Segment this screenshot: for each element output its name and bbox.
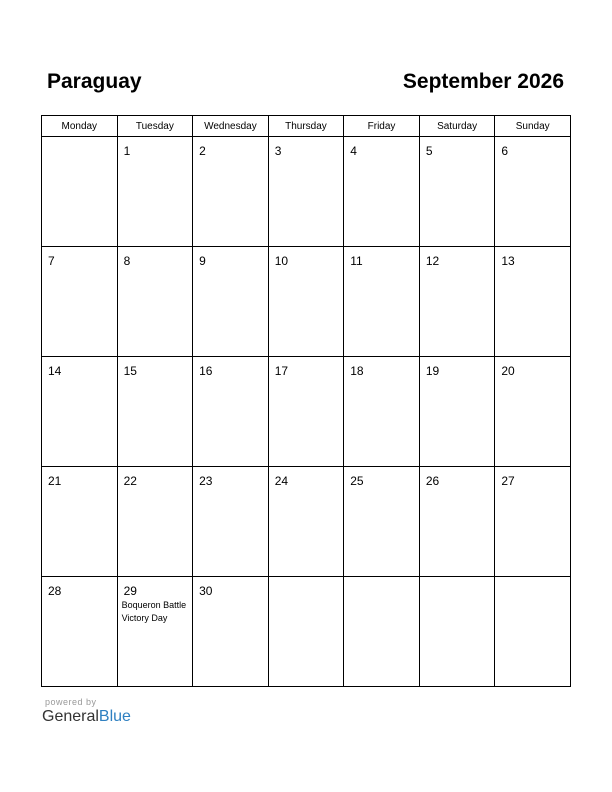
weekday-tuesday: Tuesday: [117, 116, 193, 137]
day-cell: [193, 577, 269, 687]
day-cell: [117, 247, 193, 357]
day-cell: [344, 467, 420, 577]
week-row-3: [42, 357, 571, 467]
day-number: 12: [425, 254, 440, 268]
day-number: 1: [123, 144, 131, 158]
day-cell: [117, 357, 193, 467]
day-cell: [42, 247, 118, 357]
day-cell: [193, 137, 269, 247]
day-number: 15: [123, 364, 137, 378]
day-cell: [42, 577, 118, 687]
day-number: 22: [123, 474, 137, 488]
calendar-grid: [41, 115, 571, 687]
day-number: 27: [501, 474, 515, 488]
day-cell: [42, 357, 118, 467]
weekday-thursday: Thursday: [268, 116, 344, 137]
day-number: 8: [123, 254, 131, 268]
day-number: 18: [350, 364, 364, 378]
weekday-sunday: Sunday: [495, 116, 571, 137]
day-cell: [117, 577, 193, 687]
day-number: 6: [501, 144, 509, 158]
day-cell: [495, 137, 571, 247]
day-number: 17: [274, 364, 289, 378]
country-title: Paraguay: [47, 70, 142, 93]
week-row-2: [42, 247, 571, 357]
day-cell: [344, 137, 420, 247]
day-cell: [268, 247, 344, 357]
day-number: 3: [274, 144, 282, 158]
day-cell: [193, 357, 269, 467]
day-cell: [193, 467, 269, 577]
day-cell: [268, 577, 344, 687]
day-number: 2: [199, 144, 206, 158]
weekday-saturday: Saturday: [419, 116, 495, 137]
day-cell: [495, 577, 571, 687]
day-number: 5: [425, 144, 433, 158]
day-number: 4: [350, 144, 357, 158]
day-number: 7: [48, 254, 55, 268]
day-number: 23: [199, 474, 213, 488]
powered-by-text: powered by: [45, 697, 97, 707]
weekday-friday: Friday: [344, 116, 420, 137]
day-number: 14: [48, 364, 62, 378]
day-number: 16: [199, 364, 213, 378]
day-number: 21: [48, 474, 62, 488]
day-number: 25: [350, 474, 364, 488]
day-cell: [419, 357, 495, 467]
day-cell: [42, 467, 118, 577]
day-cell: [344, 357, 420, 467]
weekday-header-row: [42, 116, 571, 137]
day-cell: [419, 467, 495, 577]
week-row-5: [42, 577, 571, 687]
day-cell: [268, 357, 344, 467]
brand-general: General: [42, 708, 99, 725]
day-cell: [117, 467, 193, 577]
day-cell: [268, 467, 344, 577]
day-number: 19: [425, 364, 440, 378]
holiday-label: Boqueron Battle Victory Day: [121, 600, 187, 623]
day-cell: [495, 247, 571, 357]
day-cell: [419, 137, 495, 247]
day-number: 30: [199, 584, 213, 598]
day-cell: [193, 247, 269, 357]
day-cell: [117, 137, 193, 247]
week-row-1: [42, 137, 571, 247]
day-number: 10: [274, 254, 289, 268]
week-row-4: [42, 467, 571, 577]
day-cell: [268, 137, 344, 247]
day-number: 28: [48, 584, 62, 598]
day-cell: [344, 247, 420, 357]
day-cell: [344, 577, 420, 687]
brand-blue: Blue: [98, 708, 131, 725]
day-number: 24: [274, 474, 289, 488]
day-number: 9: [199, 254, 206, 268]
weekday-wednesday: Wednesday: [193, 116, 269, 137]
day-cell: [42, 137, 118, 247]
footer-branding: [42, 697, 131, 726]
day-number: 29: [123, 584, 137, 598]
day-cell: [419, 247, 495, 357]
weekday-monday: Monday: [42, 116, 118, 137]
day-cell: [419, 577, 495, 687]
day-cell: [495, 467, 571, 577]
calendar-header: [42, 70, 570, 102]
day-number: 11: [350, 254, 363, 268]
month-year-title: September 2026: [402, 70, 564, 93]
day-number: 26: [425, 474, 440, 488]
day-cell: [495, 357, 571, 467]
day-number: 20: [501, 364, 515, 378]
generalblue-logo[interactable]: [42, 708, 131, 726]
day-number: 13: [501, 254, 515, 268]
